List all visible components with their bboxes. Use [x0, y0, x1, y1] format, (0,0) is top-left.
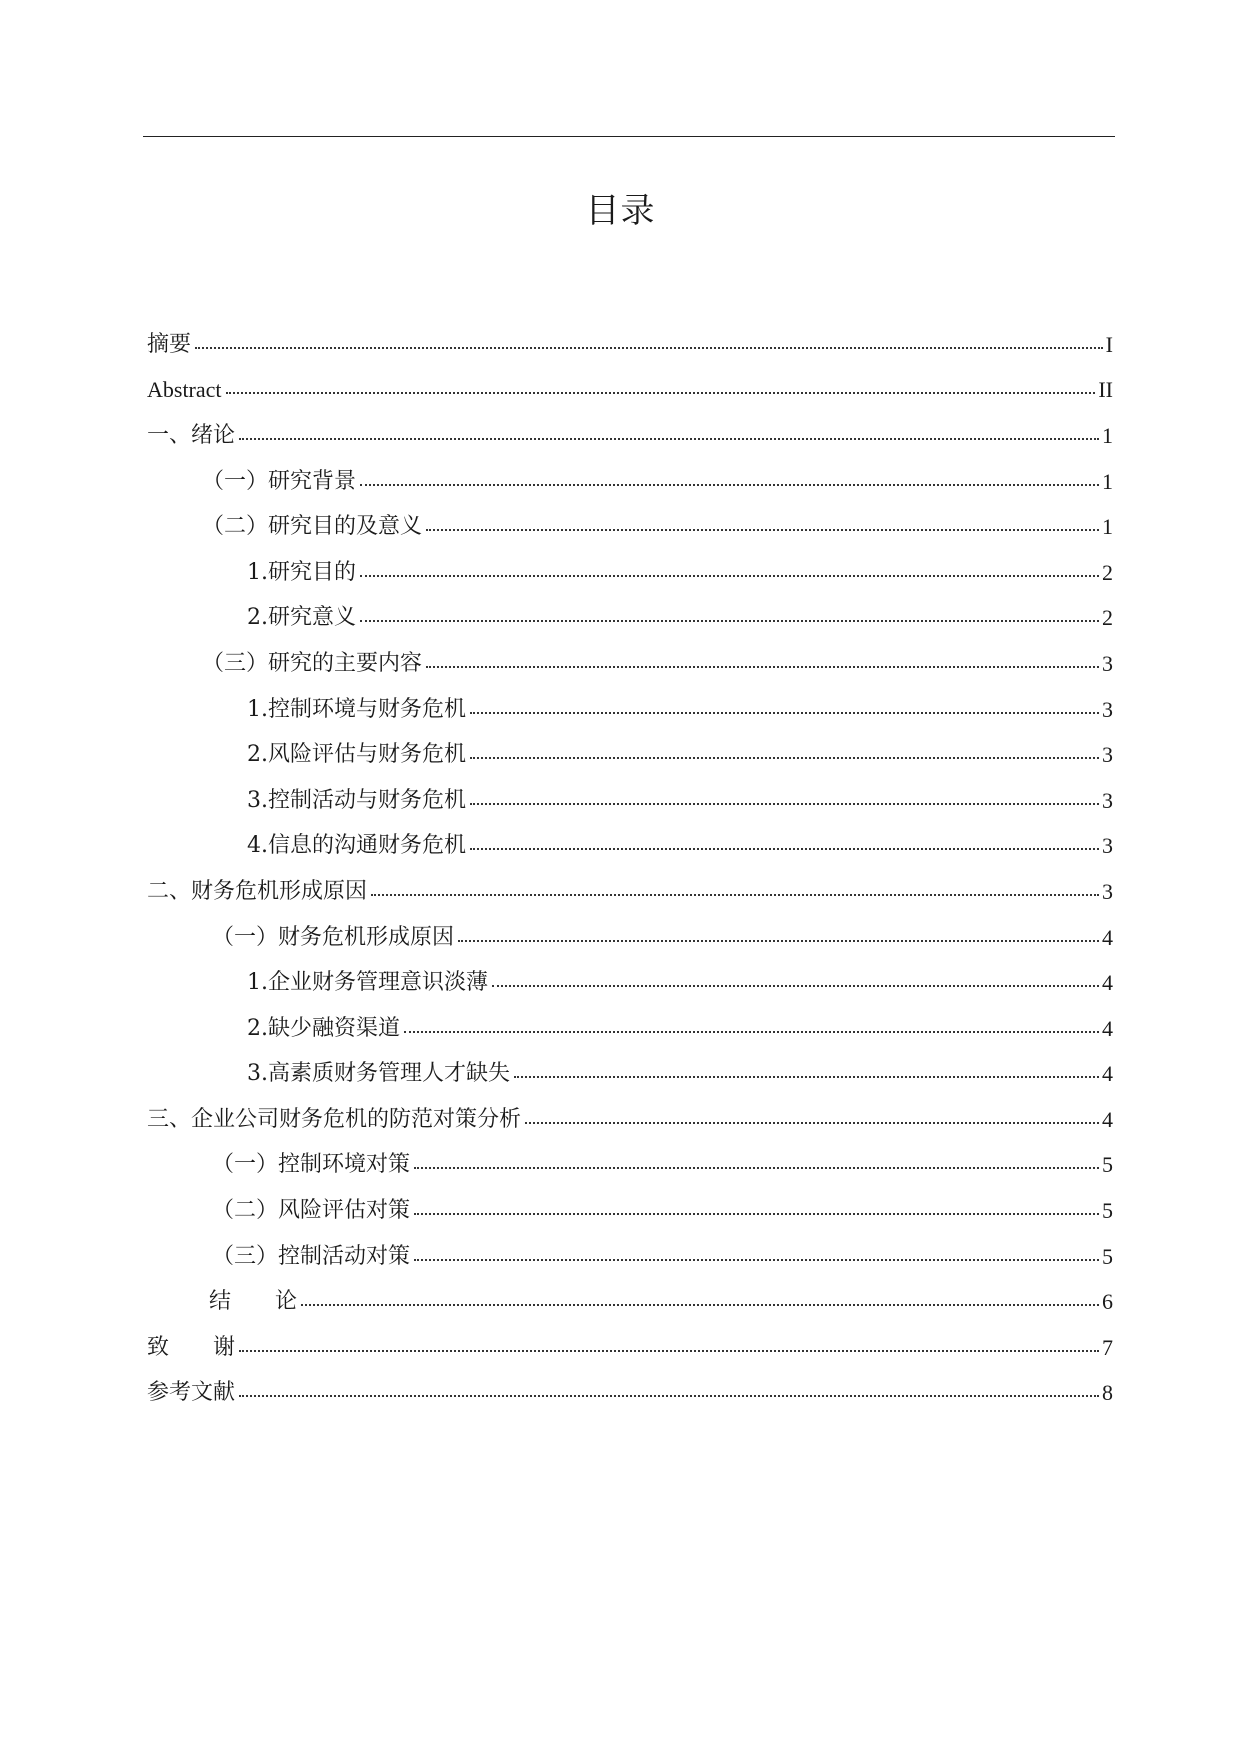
toc-entry-page: I: [1105, 331, 1113, 357]
toc-entry-label: 结 论: [209, 1289, 298, 1315]
toc-entry-section-1-1[interactable]: [147, 459, 1113, 505]
dot-leader: [301, 1304, 1099, 1306]
dot-leader: [404, 1031, 1099, 1033]
toc-entry-label: 3.控制活动与财务危机: [247, 787, 466, 813]
header-rule: [143, 136, 1115, 137]
toc-entry-subsection-1-3-4[interactable]: [147, 824, 1113, 870]
toc-entry-label: 4.信息的沟通财务危机: [247, 833, 466, 859]
toc-entry-page: 5: [1102, 1198, 1113, 1224]
toc-entry-page: II: [1098, 377, 1113, 403]
dot-leader: [470, 803, 1099, 805]
toc-entry-label: 1.控制环境与财务危机: [247, 696, 466, 722]
toc-entry-page: 7: [1102, 1334, 1113, 1360]
toc-entry-label: （三）控制活动对策: [212, 1243, 411, 1269]
toc-entry-page: 4: [1102, 970, 1113, 996]
toc-entry-chapter-3[interactable]: [147, 1097, 1113, 1143]
toc-entry-page: 5: [1102, 1152, 1113, 1178]
toc-entry-page: 4: [1102, 1015, 1113, 1041]
toc-entry-subsection-1-2-1[interactable]: [147, 550, 1113, 596]
toc-entry-label: （二）研究目的及意义: [202, 514, 423, 540]
toc-entry-label: （二）风险评估对策: [212, 1198, 411, 1224]
dot-leader: [525, 1122, 1099, 1124]
toc-entry-chapter-2[interactable]: [147, 869, 1113, 915]
toc-entry-subsection-2-1-2[interactable]: [147, 1006, 1113, 1052]
toc-entry-page: 3: [1102, 696, 1113, 722]
toc-entry-acknowledgements[interactable]: [147, 1325, 1113, 1371]
dot-leader: [360, 620, 1099, 622]
dot-leader: [360, 575, 1099, 577]
toc-entry-section-3-2[interactable]: [147, 1188, 1113, 1234]
toc-entry-references[interactable]: [147, 1371, 1113, 1417]
toc-entry-page: 8: [1102, 1380, 1113, 1406]
toc-entry-section-1-2[interactable]: [147, 504, 1113, 550]
dot-leader: [458, 940, 1099, 942]
toc-entry-section-2-1[interactable]: [147, 915, 1113, 961]
toc-entry-page: 2: [1102, 605, 1113, 631]
dot-leader: [426, 666, 1099, 668]
toc-entry-label: 2.风险评估与财务危机: [247, 742, 466, 768]
dot-leader: [239, 438, 1099, 440]
toc-entry-page: 3: [1102, 650, 1113, 676]
toc-entry-page: 3: [1102, 742, 1113, 768]
toc-entry-page: 1: [1102, 422, 1113, 448]
dot-leader: [360, 484, 1099, 486]
toc-entry-page: 5: [1102, 1243, 1113, 1269]
toc-entry-label: Abstract: [147, 377, 222, 403]
toc-entry-label: 1.企业财务管理意识淡薄: [247, 970, 488, 996]
toc-entry-label: 3.高素质财务管理人才缺失: [247, 1061, 510, 1087]
toc-entry-subsection-1-3-3[interactable]: [147, 778, 1113, 824]
toc-entry-page: 3: [1102, 787, 1113, 813]
toc-entry-label: 摘要: [147, 331, 192, 357]
toc-entry-page: 1: [1102, 514, 1113, 540]
toc-entry-subsection-1-2-2[interactable]: [147, 596, 1113, 642]
toc-entry-chapter-1[interactable]: [147, 413, 1113, 459]
dot-leader: [426, 529, 1099, 531]
toc-entry-page: 6: [1102, 1289, 1113, 1315]
toc-entry-label: 三、企业公司财务危机的防范对策分析: [147, 1106, 522, 1132]
dot-leader: [239, 1350, 1099, 1352]
dot-leader: [414, 1213, 1099, 1215]
toc-entry-label: 2.缺少融资渠道: [247, 1015, 400, 1041]
toc-entry-page: 2: [1102, 559, 1113, 585]
dot-leader: [414, 1259, 1099, 1261]
toc-entry-subsection-1-3-2[interactable]: [147, 732, 1113, 778]
toc-entry-page: 3: [1102, 833, 1113, 859]
toc-entry-subsection-2-1-3[interactable]: [147, 1052, 1113, 1098]
toc-entry-abstract-cn[interactable]: [147, 322, 1113, 368]
toc-entry-label: 致 谢: [147, 1334, 236, 1360]
toc-entry-label: 二、财务危机形成原因: [147, 878, 368, 904]
toc-entry-section-3-1[interactable]: [147, 1143, 1113, 1189]
toc-entry-subsection-2-1-1[interactable]: [147, 960, 1113, 1006]
toc-entry-label: 一、绪论: [147, 422, 236, 448]
page-title: 目录: [585, 191, 656, 231]
toc-entry-page: 4: [1102, 1106, 1113, 1132]
toc-entry-label: 参考文献: [147, 1380, 236, 1406]
table-of-contents: [147, 322, 1113, 1416]
toc-entry-abstract-en[interactable]: [147, 368, 1113, 414]
dot-leader: [371, 894, 1099, 896]
toc-entry-label: （一）财务危机形成原因: [212, 924, 455, 950]
toc-entry-label: （一）研究背景: [202, 468, 357, 494]
toc-entry-page: 3: [1102, 878, 1113, 904]
toc-entry-page: 4: [1102, 924, 1113, 950]
dot-leader: [195, 347, 1103, 349]
toc-entry-page: 1: [1102, 468, 1113, 494]
toc-entry-label: （一）控制环境对策: [212, 1152, 411, 1178]
dot-leader: [492, 985, 1099, 987]
toc-entry-subsection-1-3-1[interactable]: [147, 687, 1113, 733]
toc-entry-conclusion[interactable]: [147, 1279, 1113, 1325]
toc-entry-section-3-3[interactable]: [147, 1234, 1113, 1280]
dot-leader: [514, 1076, 1099, 1078]
toc-entry-label: 2.研究意义: [247, 605, 356, 631]
dot-leader: [470, 712, 1099, 714]
dot-leader: [239, 1395, 1099, 1397]
toc-entry-label: （三）研究的主要内容: [202, 650, 423, 676]
dot-leader: [226, 392, 1096, 394]
dot-leader: [414, 1167, 1099, 1169]
dot-leader: [470, 757, 1099, 759]
toc-entry-page: 4: [1102, 1061, 1113, 1087]
toc-entry-section-1-3[interactable]: [147, 641, 1113, 687]
toc-entry-label: 1.研究目的: [247, 559, 356, 585]
dot-leader: [470, 848, 1099, 850]
